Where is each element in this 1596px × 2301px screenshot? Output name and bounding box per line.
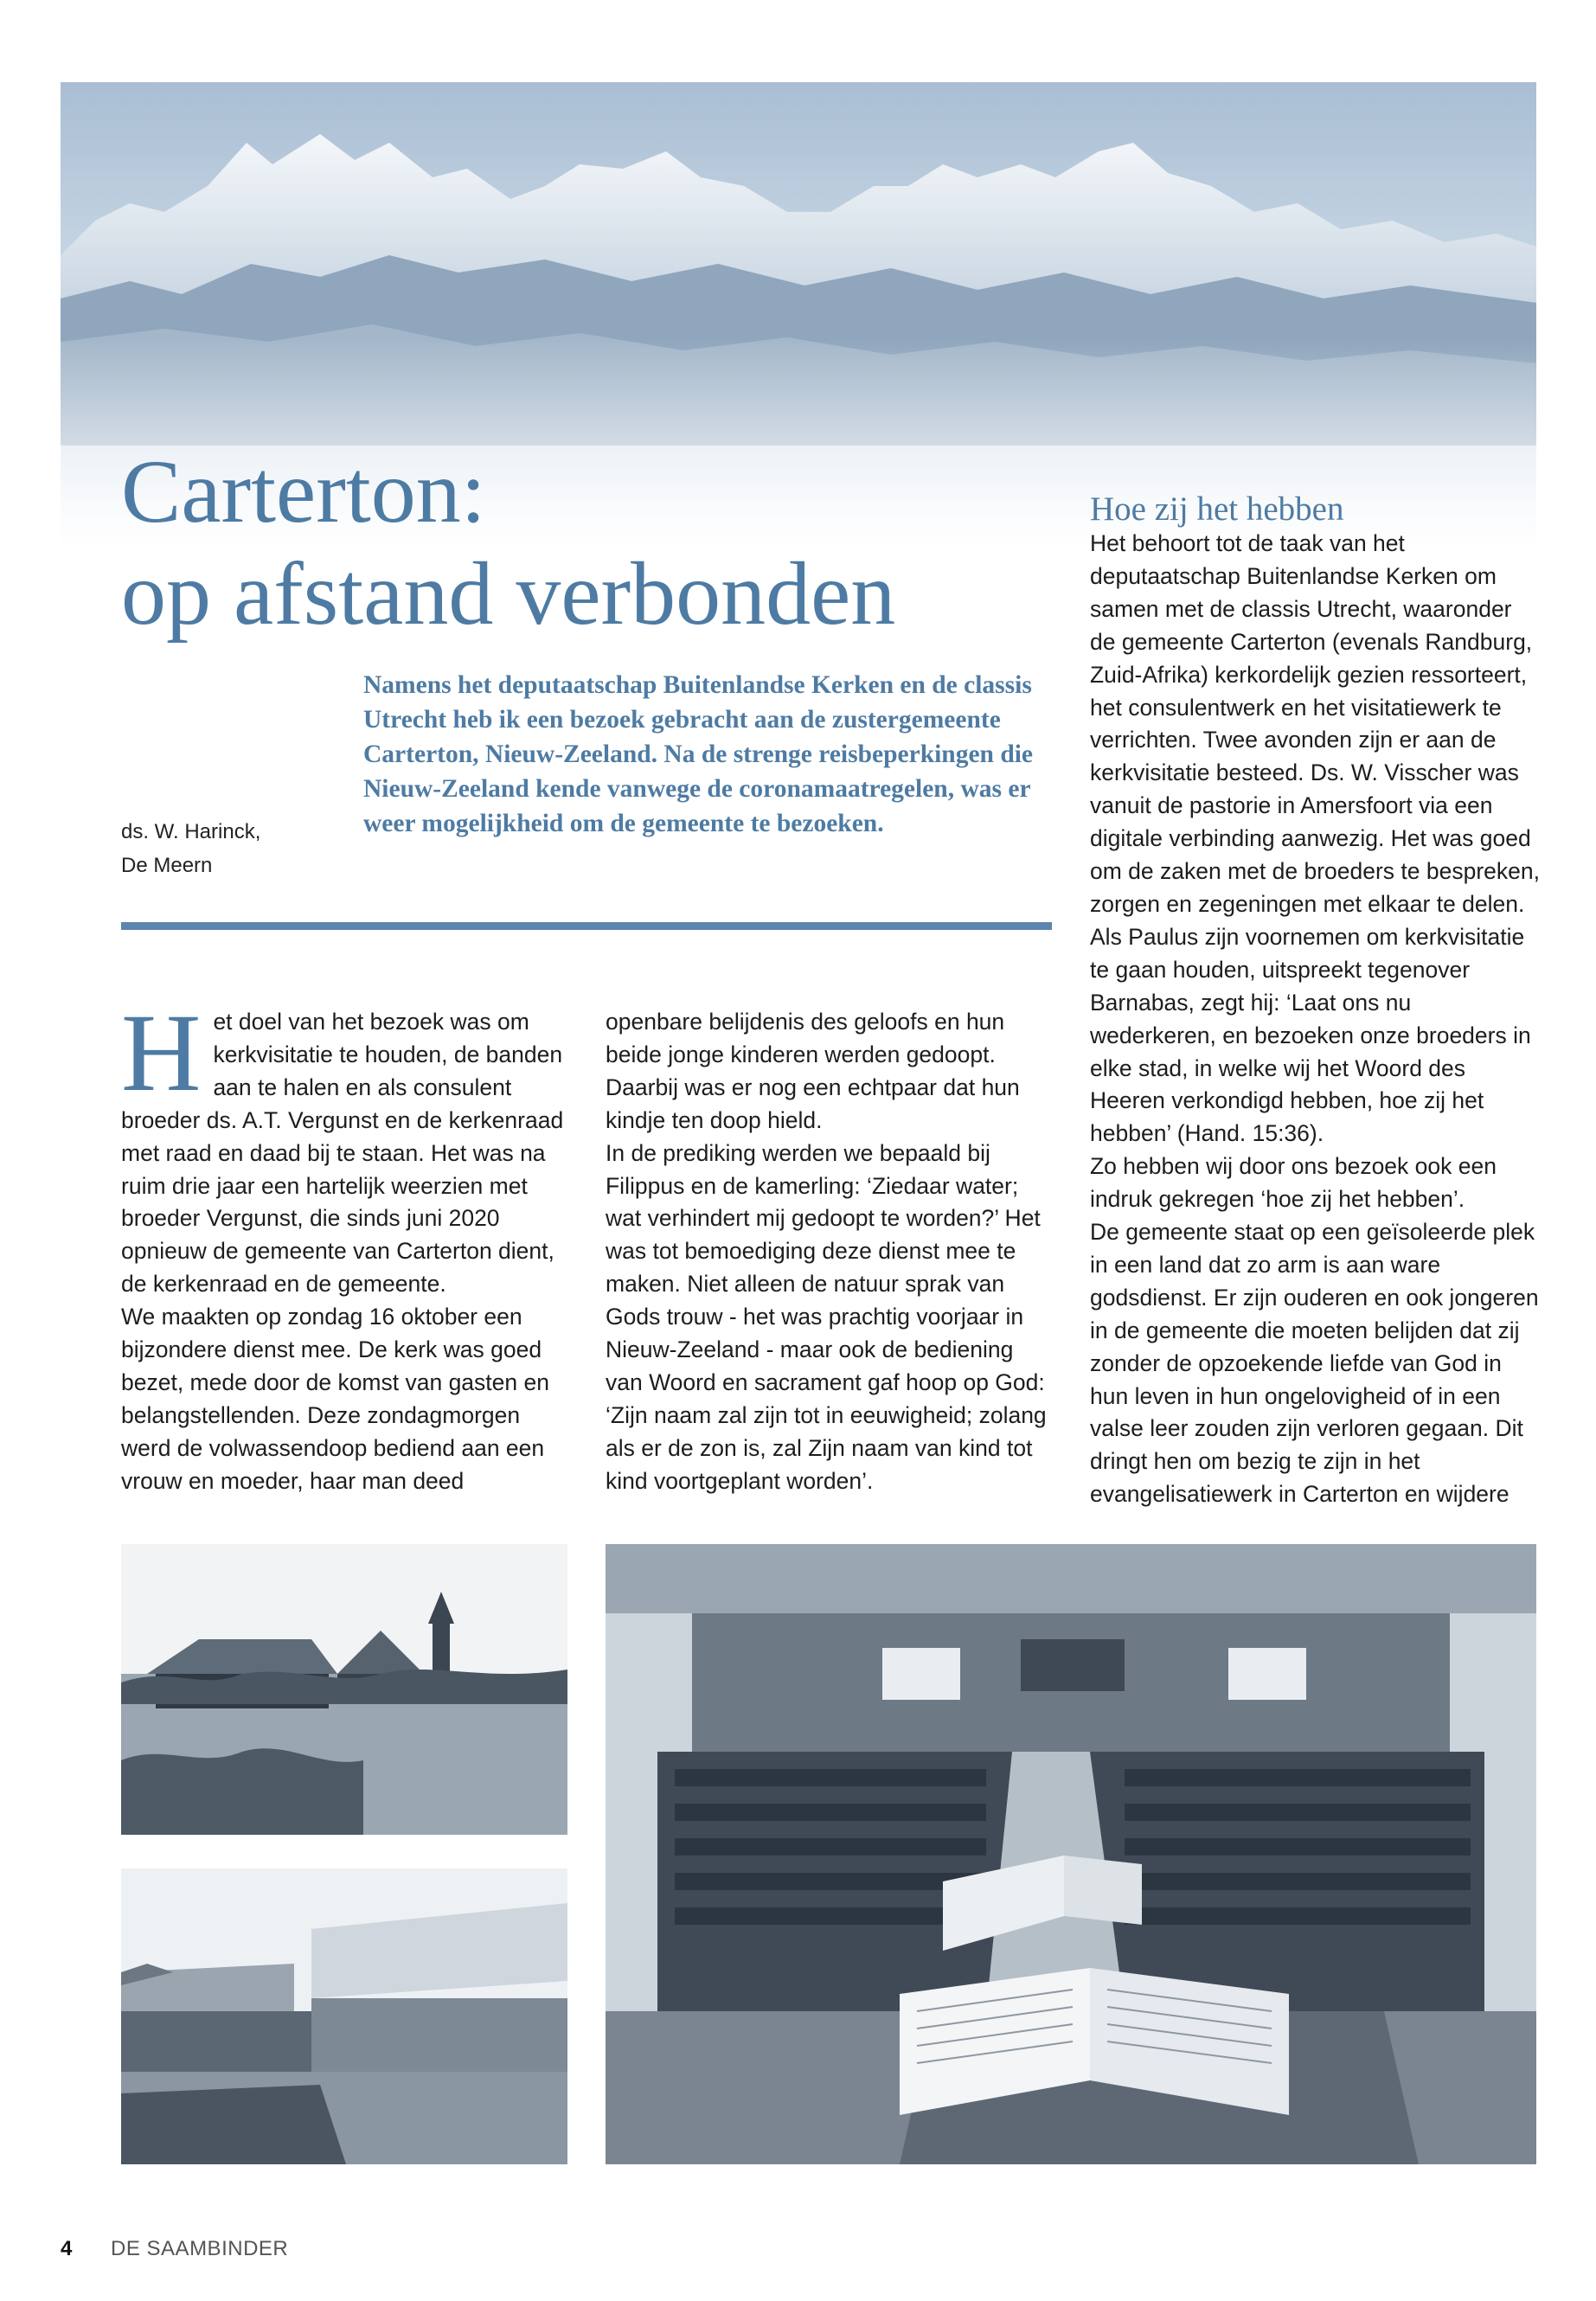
church-interior-photo bbox=[606, 1544, 1536, 2164]
paragraph-text: et doel van het bezoek was om kerkvisitatie te houden, de banden aan te halen en als consulent broeder ds. A.T. Vergunst en de kerkenraad met raad en daad bij te staan. Het was na ruim drie jaar een hartelijk weerzien met broeder Vergunst, die sinds juni 2020 opnieuw de gemeente van Carterton dient, de kerkenraad en de gemeente. bbox=[121, 1009, 564, 1298]
drop-cap: H bbox=[121, 991, 202, 1114]
author-name: ds. W. Harinck, bbox=[121, 820, 261, 843]
title-line-1: Carterton: bbox=[121, 442, 486, 542]
author-place: De Meern bbox=[121, 854, 213, 877]
publication-name: DE SAAMBINDER bbox=[111, 2237, 289, 2260]
article-title bbox=[121, 441, 895, 645]
page-number: 4 bbox=[61, 2237, 73, 2260]
paragraph: openbare belijdenis des geloofs en hun beide jonge kinderen werden gedoopt. Daarbij was er nog een echtpaar dat hun kindje ten doop hield. bbox=[606, 1009, 1020, 1133]
body-column-3 bbox=[1090, 491, 1540, 1511]
paragraph bbox=[121, 991, 571, 1301]
church-building-photo bbox=[121, 1868, 567, 2164]
author-byline bbox=[121, 815, 337, 882]
section-divider bbox=[121, 922, 1052, 930]
paragraph: In de prediking werden we bepaald bij Filippus en de kamerling: ‘Ziedaar water; wat verhindert mij gedoopt te worden?’ Het was tot bemoediging deze dienst mee te maken. Niet alleen de natuur sprak van Gods trouw - het was prachtig voorjaar in Nieuw-Zeeland - maar ook de bediening van Woord en sacrament gaf hoop op God: ‘Zijn naam zal zijn tot in eeuwigheid; zolang als er de zon is, zal Zijn naam van kind tot kind voortgeplant worden’. bbox=[606, 1139, 1047, 1494]
paragraph: De gemeente staat op een geïsoleerde plek in een land dat zo arm is aan ware godsdienst. Er zijn ouderen en ook jongeren in de gemeente die moeten belijden dat zij zonder de opzoekende liefde van God in hun leven in hun ongelovigheid of in een valse leer zouden zijn verloren gegaan. Dit dringt hen om bezig te zijn in het evangelisatiewerk in Carterton en wijdere bbox=[1090, 1219, 1539, 1508]
section-subheading: Hoe zij het hebben bbox=[1090, 490, 1344, 528]
paragraph: Als Paulus zijn voornemen om kerkvisitatie te gaan houden, uitspreekt tegenover Barnabas, zegt hij: ‘Laat ons nu wederkeren, en bezoeken onze broeders in elke stad, in welke wij het Woord des Heeren verkondigd hebben, hoe zij het hebben’ (Hand. 15:36). bbox=[1090, 923, 1531, 1147]
paragraph: We maakten op zondag 16 oktober een bijzondere dienst mee. De kerk was goed bezet, mede door de komst van gasten en belangstellenden. Deze zondagmorgen werd de volwassendoop bediend aan een vrouw en moeder, haar man deed bbox=[121, 1304, 549, 1494]
body-column-1 bbox=[121, 991, 571, 1498]
church-exterior-photo bbox=[121, 1544, 567, 1835]
body-column-2 bbox=[606, 1006, 1055, 1498]
paragraph: Het behoort tot de taak van het deputaatschap Buitenlandse Kerken om samen met de classis Utrecht, waaronder de gemeente Carterton (evenals Randburg, Zuid-Afrika) kerkordelijk gezien ressorteert, het consulentwerk en het visitatiewerk te verrichten. Twee avonden zijn er aan de kerkvisitatie besteed. Ds. W. Visscher was vanuit de pastorie in Amersfoort via een digitale verbinding aanwezig. Het was goed om de zaken met de broeders te bespreken, zorgen en zegeningen met elkaar te delen. bbox=[1090, 530, 1540, 917]
title-line-2: op afstand verbonden bbox=[121, 544, 896, 644]
article-intro: Namens het deputaatschap Buitenlandse Kerken en de classis Utrecht heb ik een bezoek gebracht aan de zustergemeente Carterton, Nieuw-Zeeland. Na de strenge reisbeperkingen die Nieuw-Zeeland kende vanwege de coronamaatregelen, was er weer mogelijkheid om de gemeente te bezoeken. bbox=[363, 671, 1034, 837]
paragraph: Zo hebben wij door ons bezoek ook een indruk gekregen ‘hoe zij het hebben’. bbox=[1090, 1153, 1497, 1213]
page-footer bbox=[61, 2236, 288, 2262]
